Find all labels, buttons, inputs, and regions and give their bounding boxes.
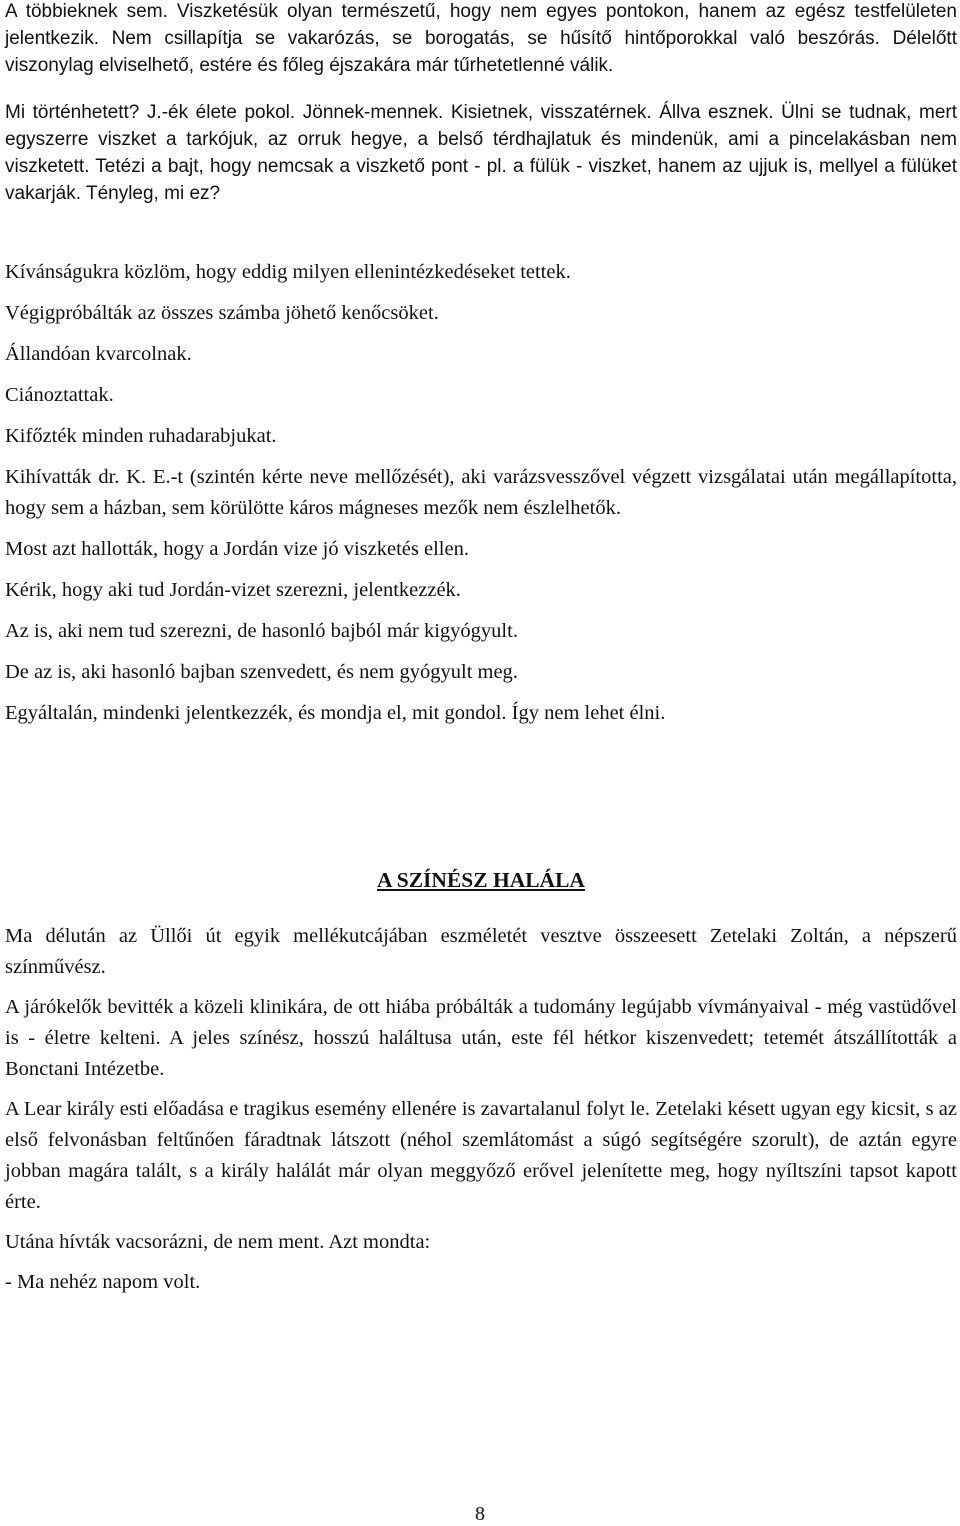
paragraph: Kérik, hogy aki tud Jordán-vizet szerezni, jelentkezzék. bbox=[5, 579, 461, 601]
intro-paragraph-2 bbox=[5, 99, 957, 207]
paragraph: Kívánságukra közlöm, hogy eddig milyen ellenintézkedéseket tettek. bbox=[5, 261, 571, 283]
paragraph: Egyáltalán, mindenki jelentkezzék, és mondja el, mit gondol. Így nem lehet élni. bbox=[5, 702, 666, 724]
countermeasures-section bbox=[5, 257, 957, 739]
paragraph: Kifőzték minden ruhadarabjukat. bbox=[5, 425, 277, 447]
article-body bbox=[5, 921, 957, 1307]
paragraph: Az is, aki nem tud szerezni, de hasonló bajból már kigyógyult. bbox=[5, 620, 518, 642]
paragraph: Állandóan kvarcolnak. bbox=[5, 343, 192, 365]
article-title: A SZÍNÉSZ HALÁLA bbox=[377, 868, 585, 892]
paragraph: Kihívatták dr. K. E.-t (szintén kérte neve mellőzését), aki varázsvesszővel végzett vizsgálatai után megállapította, hogy sem a házban, sem körülötte káros mágneses mezők nem észlelhetők. bbox=[5, 466, 957, 519]
paragraph: Mi történhetett? J.-ék élete pokol. Jönnek-mennek. Kisietnek, visszatérnek. Állva esznek. Ülni se tudnak, mert egyszerre viszket a tarkójuk, az orruk hegye, a belső térdhajlatuk és mindenük, ami a pincelakásban nem viszketett. Tetézi a bajt, hogy nemcsak a viszkető pont - pl. a fülük - viszket, hanem az ujjuk is, mellyel a fülüket vakarják. Tényleg, mi ez? bbox=[5, 102, 957, 204]
paragraph: - Ma nehéz napom volt. bbox=[5, 1271, 201, 1293]
paragraph: A járókelők bevitték a közeli klinikára, de ott hiába próbálták a tudomány legújabb vívmányaival - még vastüdővel is - életre kelteni. A jeles színész, hosszú haláltusa után, este fél hétkor kiszenvedett; tetemét átszállították a Bonctani Intézetbe. bbox=[5, 996, 957, 1080]
paragraph: A többieknek sem. Viszketésük olyan természetű, hogy nem egyes pontokon, hanem az egész testfelületen jelentkezik. Nem csillapítja se vakarózás, se borogatás, se hűsítő hintőporokkal való beszórás. Délelőtt viszonylag elviselhető, estére és főleg éjszakára már tűrhetetlenné válik. bbox=[5, 1, 957, 76]
paragraph: Végigpróbálták az összes számba jöhető kenőcsöket. bbox=[5, 302, 439, 324]
paragraph: Most azt hallották, hogy a Jordán vize jó viszketés ellen. bbox=[5, 538, 469, 560]
paragraph: Ciánoztattak. bbox=[5, 384, 114, 406]
paragraph: A Lear király esti előadása e tragikus esemény ellenére is zavartalanul folyt le. Zetelaki késett ugyan egy kicsit, s az első felvonásban feltűnően fáradtnak látszott (néhol szemlátomást a súgó segítségére szorult), de aztán egyre jobban magára talált, s a király halálát már olyan meggyőző erővel jelenítette meg, hogy nyíltszíni tapsot kapott érte. bbox=[5, 1098, 957, 1213]
page-number: 8 bbox=[475, 1503, 485, 1525]
paragraph: De az is, aki hasonló bajban szenvedett, és nem gyógyult meg. bbox=[5, 661, 518, 683]
intro-paragraph-1 bbox=[5, 0, 957, 79]
paragraph: Utána hívták vacsorázni, de nem ment. Azt mondta: bbox=[5, 1231, 431, 1253]
paragraph: Ma délután az Üllői út egyik mellékutcájában eszméletét vesztve összeesett Zetelaki Zoltán, a népszerű színművész. bbox=[5, 925, 957, 978]
